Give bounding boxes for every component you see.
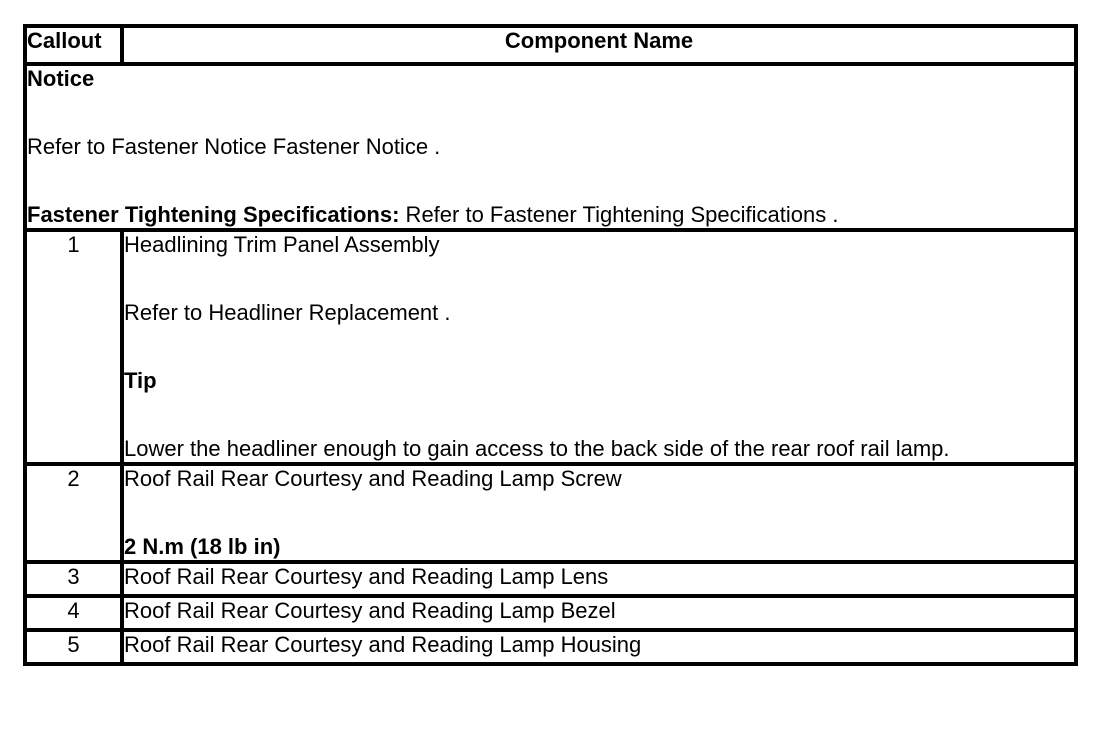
callout-cell: 1 <box>25 230 122 464</box>
callout-cell: 4 <box>25 596 122 630</box>
header-callout: Callout <box>25 26 122 64</box>
table-row <box>25 230 1076 464</box>
spec-label: Fastener Tightening Specifications: <box>27 202 400 227</box>
component-name-cell <box>122 230 1076 464</box>
tip-text: Lower the headliner enough to gain access to the back side of the rear roof rail lamp. <box>124 436 950 461</box>
notice-fastener-text: Refer to Fastener Notice Fastener Notice . <box>27 134 441 159</box>
component-reference: Refer to Headliner Replacement . <box>124 300 451 325</box>
component-name: Roof Rail Rear Courtesy and Reading Lamp Housing <box>122 630 1076 664</box>
notice-title: Notice <box>27 66 95 91</box>
component-name-cell <box>122 464 1076 562</box>
component-table-container <box>23 24 1074 666</box>
callout-cell: 5 <box>25 630 122 664</box>
callout-cell: 3 <box>25 562 122 596</box>
notice-spec-line <box>27 202 1074 228</box>
torque-spec: 2 N.m (18 lb in) <box>124 534 281 559</box>
component-name: Roof Rail Rear Courtesy and Reading Lamp Lens <box>122 562 1076 596</box>
notice-cell <box>25 64 1076 230</box>
callout-cell: 2 <box>25 464 122 562</box>
component-name: Headlining Trim Panel Assembly <box>124 232 440 257</box>
component-name: Roof Rail Rear Courtesy and Reading Lamp Bezel <box>122 596 1076 630</box>
table-row <box>25 562 1076 596</box>
component-name: Roof Rail Rear Courtesy and Reading Lamp Screw <box>124 466 622 491</box>
spec-text: Refer to Fastener Tightening Specifications . <box>399 202 839 227</box>
table-row <box>25 464 1076 562</box>
table-header-row <box>25 26 1076 64</box>
tip-title: Tip <box>124 368 157 393</box>
table-row <box>25 596 1076 630</box>
notice-row <box>25 64 1076 230</box>
table-row <box>25 630 1076 664</box>
header-component-name: Component Name <box>122 26 1076 64</box>
component-table <box>23 24 1078 666</box>
